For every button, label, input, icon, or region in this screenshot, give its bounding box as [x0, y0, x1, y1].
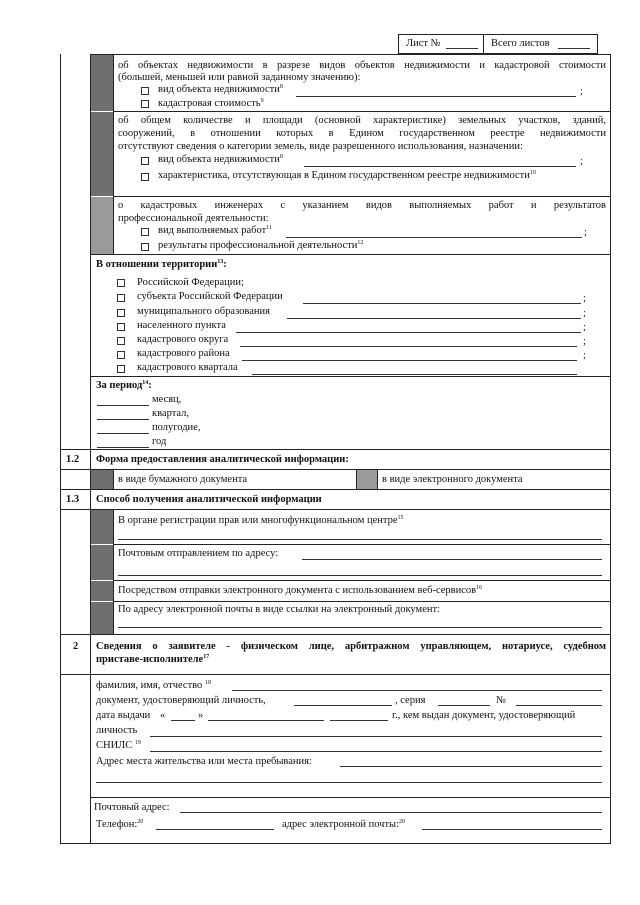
territory-rf-label: Российской Федерации; — [137, 277, 244, 288]
land-opt1-field[interactable] — [304, 166, 576, 167]
engineers-line1: о кадастровых инженерах с указанием видов выполняемых работ и результатов — [118, 200, 606, 211]
issue-month-field[interactable] — [208, 720, 324, 721]
land-line3: отсутствуют сведения о категории земель, виде разрешенного использования, назначении: — [118, 141, 523, 152]
address-label: Адрес места жительства или места пребывания: — [96, 756, 312, 767]
snils-field[interactable] — [150, 751, 602, 752]
period-month-field[interactable] — [97, 405, 149, 406]
paper-option-label: в виде бумажного документа — [118, 474, 248, 485]
sheet-number-label: Лист № — [406, 38, 441, 49]
period-year-label: год — [152, 436, 167, 447]
engineers-opt1-checkbox[interactable] — [141, 228, 149, 236]
receipt-post-label: Почтовым отправлением по адресу: — [118, 548, 279, 559]
period-quarter-label: квартал, — [152, 408, 190, 419]
issue-date-label: дата выдачи — [96, 710, 151, 721]
territory-kvartal-field[interactable] — [252, 374, 577, 375]
territory-rf-checkbox[interactable] — [117, 279, 125, 287]
receipt-post-field-2[interactable] — [118, 575, 602, 576]
receipt-webservice-label: Посредством отправки электронного документа с использованием веб-сервисов$^{16}$ — [118, 585, 483, 596]
objects-opt1-field[interactable] — [296, 96, 576, 97]
objects-line1: об объектах недвижимости в разрезе видов объектов недвижимости и кадастровой стоимости — [118, 60, 606, 71]
objects-opt2-label: кадастровая стоимость$^9$ — [158, 98, 264, 109]
territory-settlement-label: населенного пункта — [137, 320, 226, 331]
electronic-option-marker[interactable] — [357, 470, 377, 489]
engineers-opt2-label: результаты профессиональной деятельности$^{12}$ — [158, 240, 364, 251]
section-1-2-title: Форма предоставления аналитической информации: — [96, 454, 349, 465]
period-halfyear-label: полугодие, — [152, 422, 201, 433]
section-2-title-line2: приставе-исполнителе$^{17}$ — [96, 654, 210, 665]
territory-municipal-checkbox[interactable] — [117, 309, 125, 317]
territory-municipal-field[interactable] — [287, 318, 581, 319]
receipt-webservice-marker[interactable] — [91, 581, 113, 601]
period-halfyear-field[interactable] — [97, 433, 149, 434]
territory-rayon-field[interactable] — [242, 360, 577, 361]
phone-field[interactable] — [156, 829, 274, 830]
paper-option-marker[interactable] — [91, 470, 113, 489]
receipt-post-marker[interactable] — [91, 545, 113, 580]
issue-year-field[interactable] — [330, 720, 388, 721]
territory-kvartal-label: кадастрового квартала — [137, 362, 238, 373]
total-sheets-field[interactable] — [558, 48, 590, 49]
id-doc-label: документ, удостоверяющий личность, — [96, 695, 266, 706]
engineers-opt1-field[interactable] — [286, 237, 582, 238]
address-field-2[interactable] — [96, 782, 602, 783]
fio-field[interactable] — [232, 690, 602, 691]
period-year-field[interactable] — [97, 447, 149, 448]
sheet-number-field[interactable] — [446, 48, 478, 49]
territory-subject-field[interactable] — [303, 303, 581, 304]
section-1-2-number: 1.2 — [66, 454, 80, 465]
phone-label: Телефон:$^{20}$ — [96, 819, 144, 830]
email-label: адрес электронной почты:$^{20}$ — [282, 819, 406, 830]
issue-day-field[interactable] — [171, 720, 195, 721]
land-line2: сооружений, в отношении которых в Едином государственном реестре недвижимости — [118, 128, 606, 139]
receipt-email-label: По адресу электронной почты в виде ссылки на электронный документ: — [118, 604, 440, 615]
land-opt2-label: характеристика, отсутствующая в Едином государственном реестре недвижимости$^{10}$ — [158, 170, 536, 181]
objects-line2: (большей, меньшей или равной заданному значению): — [118, 72, 361, 83]
quote-close: » — [198, 710, 204, 721]
territory-settlement-field[interactable] — [236, 332, 581, 333]
territory-kvartal-checkbox[interactable] — [117, 365, 125, 373]
land-line1: об общем количестве и площади (основной характеристике) земельных участков, зданий, — [118, 115, 606, 126]
territory-rayon-checkbox[interactable] — [117, 351, 125, 359]
objects-opt1-checkbox[interactable] — [141, 87, 149, 95]
territory-okrug-checkbox[interactable] — [117, 337, 125, 345]
postal-label: Почтовый адрес: — [94, 802, 170, 813]
number-field[interactable] — [516, 705, 602, 706]
objects-opt2-checkbox[interactable] — [141, 100, 149, 108]
period-month-label: месяц, — [152, 394, 182, 405]
snils-label: СНИЛС $^{19}$ — [96, 740, 141, 751]
receipt-office-label: В органе регистрации прав или многофункциональном центре$^{15}$ — [118, 515, 404, 526]
quote-open: « — [160, 710, 166, 721]
identity-label: личность — [96, 725, 138, 736]
postal-field[interactable] — [180, 812, 602, 813]
series-label: , серия — [395, 695, 426, 706]
address-field-1[interactable] — [340, 766, 602, 767]
territory-settlement-checkbox[interactable] — [117, 323, 125, 331]
series-field[interactable] — [438, 705, 490, 706]
number-label: № — [496, 695, 507, 706]
engineers-opt2-checkbox[interactable] — [141, 243, 149, 251]
land-opt2-checkbox[interactable] — [141, 173, 149, 181]
fio-label: фамилия, имя, отчество $^{18}$ — [96, 680, 211, 691]
issued-by-label: г., кем выдан документ, удостоверяющий — [392, 710, 576, 721]
id-doc-field[interactable] — [294, 705, 392, 706]
sheet-header — [398, 34, 598, 54]
territory-okrug-field[interactable] — [240, 346, 577, 347]
engineers-opt1-label: вид выполняемых работ$^{11}$ — [158, 225, 272, 236]
period-quarter-field[interactable] — [97, 419, 149, 420]
territory-okrug-label: кадастрового округа — [137, 334, 229, 345]
territory-title: В отношении территории$^{13}$: — [96, 259, 227, 270]
territory-municipal-label: муниципального образования — [137, 306, 270, 317]
email-field[interactable] — [422, 829, 602, 830]
total-sheets-label: Всего листов — [491, 38, 550, 49]
receipt-office-field[interactable] — [118, 539, 602, 540]
period-title: За период$^{14}$: — [96, 380, 152, 391]
engineers-line2: профессиональной деятельности: — [118, 213, 269, 224]
receipt-post-field-1[interactable] — [302, 559, 602, 560]
land-opt1-checkbox[interactable] — [141, 157, 149, 165]
receipt-email-marker[interactable] — [91, 602, 113, 634]
electronic-option-label: в виде электронного документа — [382, 474, 523, 485]
territory-subject-checkbox[interactable] — [117, 294, 125, 302]
receipt-office-marker[interactable] — [91, 510, 113, 544]
receipt-email-field[interactable] — [118, 627, 602, 628]
territory-subject-label: субъекта Российской Федерации — [137, 291, 283, 302]
objects-opt1-label: вид объекта недвижимости$^8$ — [158, 84, 283, 95]
issued-by-field[interactable] — [150, 736, 602, 737]
territory-rayon-label: кадастрового района — [137, 348, 230, 359]
section-2-title-line1: Сведения о заявителе - физическом лице, арбитражном управляющем, нотариусе, судебном — [96, 641, 606, 652]
section-1-3-number: 1.3 — [66, 494, 80, 505]
section-1-3-title: Способ получения аналитической информации — [96, 494, 322, 505]
land-opt1-label: вид объекта недвижимости$^8$ — [158, 154, 283, 165]
section-2-number: 2 — [73, 641, 79, 652]
